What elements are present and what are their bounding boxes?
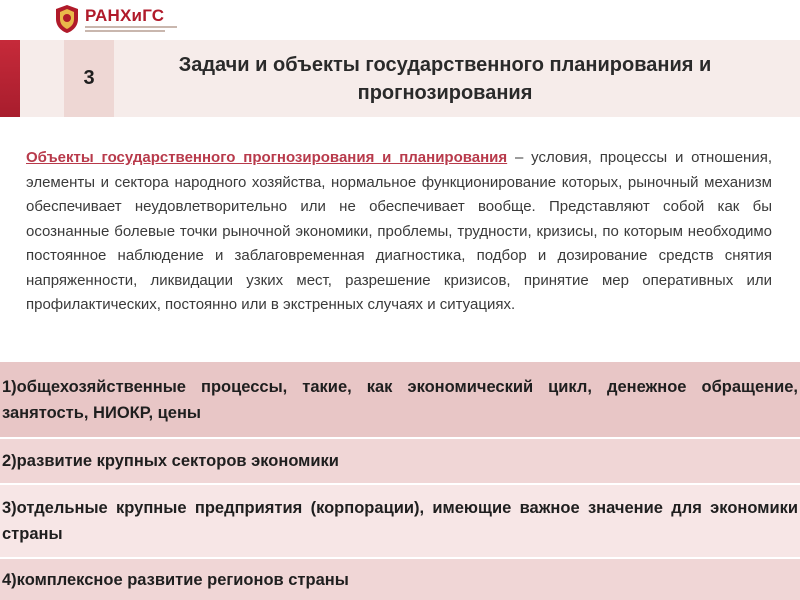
list-item-text: 4)комплексное развитие регионов страны xyxy=(2,570,349,589)
emblem-icon xyxy=(54,4,80,34)
definition-text: – условия, процессы и отношения, элементы и сектора народного хозяйства, нормальное функционирование которых, рыночный механизм обеспечивает неудовлетворительно или не обеспечивает вообще. Представляют собой как бы осознанные болевые точки рыночной экономики, проблемы, трудности, кризисы, по которым необходимо постоянное наблюдение и заблаговременная диагностика, подбор и дозирование средств снятия напряженности, ликвидации узких мест, разрешение кризисов, принятие мер оперативных или профилактических, постоянно или в экстренных случаях и ситуациях. xyxy=(26,149,772,313)
slide-number: 3 xyxy=(64,40,114,117)
logo-subtitle-line xyxy=(85,26,177,28)
logo-name: РАНХиГС xyxy=(85,5,165,25)
list-item xyxy=(0,559,800,600)
slide-title: Задачи и объекты государственного планирования и прогнозирования xyxy=(178,53,712,104)
list-item-text: 1)общехозяйственные процессы, такие, как экономический цикл, денежное обращение, занятость, НИОКР, цены xyxy=(2,377,798,422)
list-item-text: 2)развитие крупных секторов экономики xyxy=(2,452,339,470)
logo-subtitle-line xyxy=(85,30,165,32)
list-item xyxy=(0,362,800,437)
accent-bar xyxy=(0,40,20,117)
definition-paragraph xyxy=(26,146,772,318)
list-item xyxy=(0,485,800,557)
logo xyxy=(54,2,177,36)
definition-term: Объекты государственного прогнозирования и планирования xyxy=(26,149,508,166)
list-item-text: 3)отдельные крупные предприятия (корпорации), имеющие важное значение для экономики страны xyxy=(2,499,798,543)
list-item xyxy=(0,439,800,483)
